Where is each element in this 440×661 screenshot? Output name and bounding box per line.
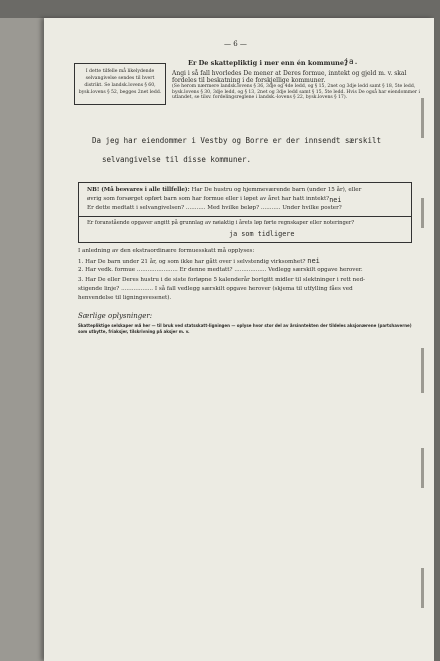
saerlige-heading: Særlige oplysninger:	[78, 312, 153, 320]
nb-line-3c-text: Under hvilke poster?	[282, 205, 342, 211]
nb-line-2-answer[interactable]: nei	[329, 196, 342, 204]
question-reference: (Se herom nærmere landsk.lovens § 36, 3dje og 4de ledd, og § 15, 2net og 3dje ledd samt § 18, 5te ledd, bysk.lovens § 30, 3dje ledd, og § 13, 2net og 3dje ledd samt § 15, 5te ledd. Hvis De også har eiendommer i utlandet, se tilsv. fordelingsreglene i landsk.-lovens § 22, bysk.lovens § 17).	[172, 84, 420, 101]
left-background	[0, 18, 44, 661]
nb-divider	[79, 216, 411, 217]
nb-line-3b-text: Med hvilke beløp?	[207, 205, 260, 211]
margin-mark	[421, 348, 424, 393]
extra-item-1-text: 1. Har De barn under 21 år, og som ikke har gått over i selvstendig virksomhet?	[78, 259, 306, 265]
margin-mark	[421, 568, 424, 608]
extra-item-3-cont: stigende linje? .................. I så fall vedlegg særskilt opgave herover (skjema til utfylling fåes ved	[78, 286, 353, 292]
extra-item-2: 2. Har vedk. formue ....................... Er denne medtatt? .................. Vedlegg særskilt opgave herover.	[78, 267, 363, 273]
nb-line-4: Er foranstående opgaver angitt på grunnlag av nøiaktig i årets løp førte regnskaper eller noteringer?	[87, 220, 355, 226]
extra-item-3-end: henvendelse til ligningsvesenet).	[78, 295, 172, 301]
document-page	[44, 18, 434, 661]
typed-answer-line-1[interactable]: Da jeg har eiendommer i Vestby og Borre er der innsendt særskilt	[92, 136, 381, 145]
extra-item-1-answer[interactable]: nei	[307, 257, 320, 265]
side-note-box	[74, 63, 166, 105]
nb-line-1-text: Har De hustru og hjemmeværende barn (under 15 år), eller	[191, 187, 362, 193]
typed-answer-line-2[interactable]: selvangivelse til disse kommuner.	[102, 155, 252, 164]
margin-mark	[421, 198, 424, 228]
skattepliktige-note: Skattepliktige selskaper må her — til bruk ved statsskatt-ligningen — oplyse hvor stor del av årsinntekten der tildeles aksjonærene (partshaverne) som utbytte, friaksjer, tilskrivning på aksjer m. v.	[78, 323, 412, 334]
nb-answer[interactable]: ja som tidligere	[229, 230, 295, 238]
nb-line-3-text: Er dette medtatt i selvangivelsen?	[87, 205, 185, 211]
nb-box	[78, 182, 412, 243]
nb-line-3: Er dette medtatt i selvangivelsen? ........... Med hvilke beløp? ........... Under hvilke poster?	[87, 205, 342, 211]
extra-intro: I anledning av den ekstraordinære formuesskatt må opplyses:	[78, 248, 255, 254]
question-answer[interactable]: ja.	[344, 57, 359, 66]
extra-item-1	[78, 257, 320, 265]
nb-line-1	[87, 187, 361, 193]
side-note-text: I dette tilfelle må likelydende selvangivelse sendes til hvert distrikt. Se landsk.lovens § 60, bysk.lovens § 52, begges 2net ledd.	[78, 69, 162, 95]
nb-line-2	[87, 196, 342, 204]
page-number: — 6 —	[224, 40, 247, 48]
question-body: Angi i så fall hvorledes De mener at Deres formue, inntekt og gjeld m. v. skal fordeles til beskatning i de forskjellige kommuner.	[172, 70, 407, 84]
question-title: Er De skattepliktig i mer enn én kommune?	[188, 59, 348, 67]
extra-item-3: 3. Har De eller Deres hustru i de siste forløpne 5 kalenderår bortgitt midler til slektninger i rett ned-	[78, 277, 366, 283]
nb-line-2-text: øvrig som forsørget opført barn som har formue eller i løpet av året har hatt inntekt?	[87, 196, 330, 202]
nb-label: NB! (Må besvares i alle tillfelle):	[87, 187, 190, 193]
margin-mark	[421, 98, 424, 138]
margin-mark	[421, 448, 424, 488]
